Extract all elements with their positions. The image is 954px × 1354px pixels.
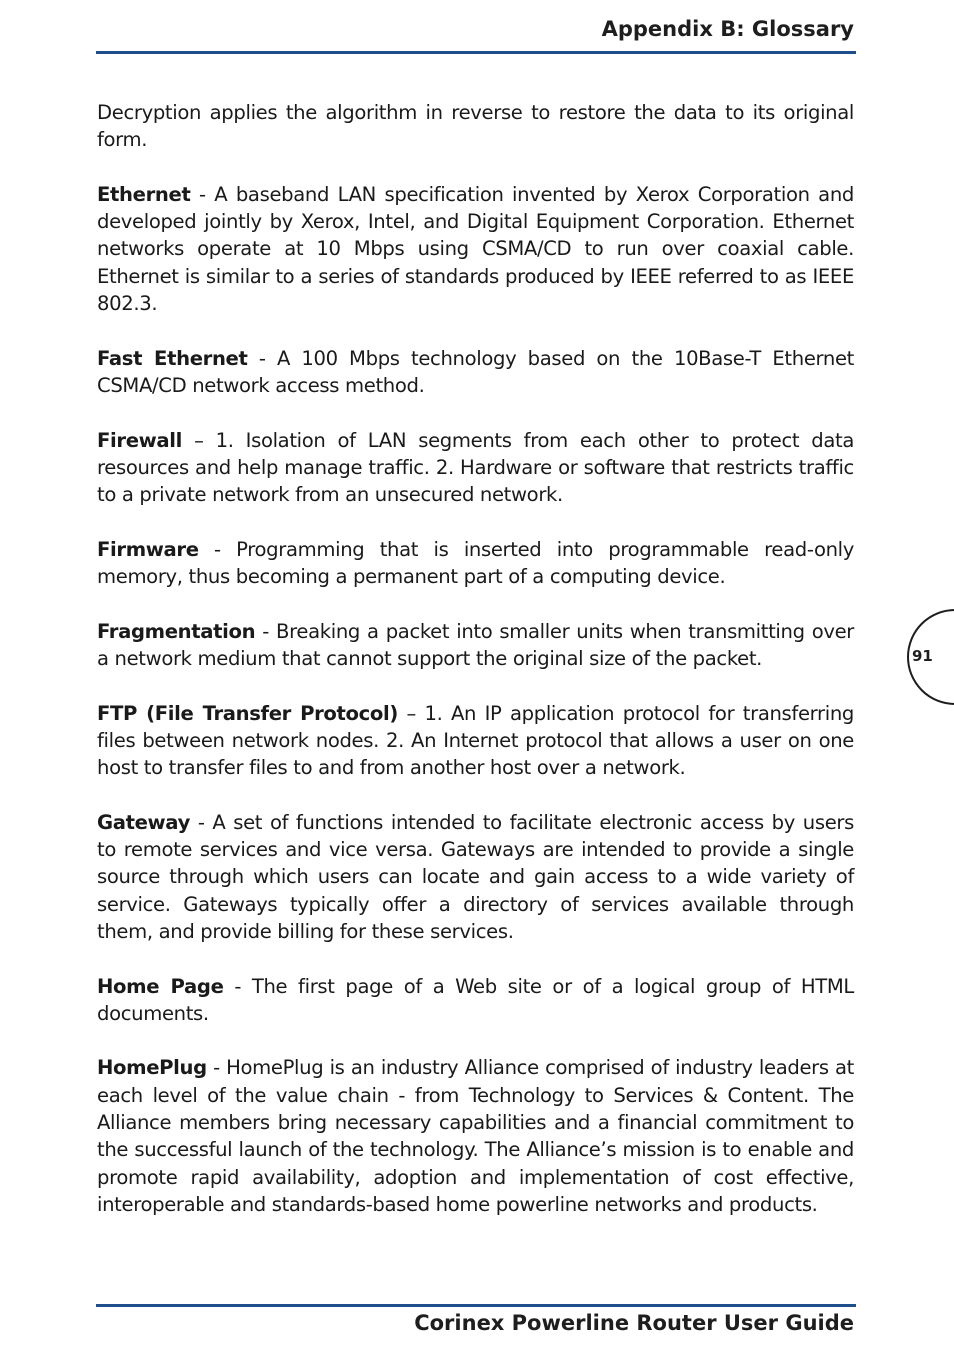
- glossary-term: FTP (File Transfer Protocol): [97, 701, 398, 725]
- glossary-entry: [97, 427, 854, 509]
- header-title: Appendix B: Glossary: [601, 17, 854, 41]
- glossary-entry: [97, 181, 854, 317]
- footer-rule: [96, 1304, 856, 1307]
- glossary-term: HomePlug: [97, 1056, 207, 1080]
- footer-title: Corinex Powerline Router User Guide: [414, 1311, 854, 1335]
- glossary-content: [97, 99, 854, 1245]
- glossary-term: Gateway: [97, 810, 191, 834]
- glossary-entry: [97, 618, 854, 673]
- glossary-definition: - The first page of a Web site or of a logical group of HTML documents.: [97, 974, 854, 1025]
- glossary-term: Fast Ethernet: [97, 346, 248, 370]
- glossary-entry: [97, 1054, 854, 1218]
- glossary-definition: – 1. Isolation of LAN segments from each other to protect data resources and help manage traffic. 2. Hardware or software that restricts traffic to a private network from an unsecured network.: [97, 428, 854, 507]
- glossary-entry: [97, 809, 854, 945]
- intro-paragraph: Decryption applies the algorithm in reverse to restore the data to its original form.: [97, 101, 854, 152]
- glossary-definition: - A baseband LAN specification invented by Xerox Corporation and developed jointly by Xerox, Intel, and Digital Equipment Corporation. Ethernet networks operate at 10 Mbps using CSMA/CD to run over coaxial cable. Ethernet is similar to a series of standards produced by IEEE referred to as IEEE 802.3.: [97, 182, 854, 316]
- page-number: 91: [912, 647, 933, 665]
- glossary-definition: - Programming that is inserted into programmable read-only memory, thus becoming a permanent part of a computing device.: [97, 537, 854, 589]
- glossary-term: Home Page: [97, 974, 224, 998]
- glossary-definition: - A set of functions intended to facilitate electronic access by users to remote services and vice versa. Gateways are intended to provide a single source through which users can locate and gain access to a wide variety of service. Gateways typically offer a directory of services available through them, and provide billing for these services.: [97, 810, 854, 943]
- glossary-entry: [97, 700, 854, 782]
- glossary-entry: [97, 973, 854, 1028]
- header-rule: [96, 51, 856, 54]
- glossary-term: Fragmentation: [97, 619, 256, 643]
- glossary-definition: - HomePlug is an industry Alliance comprised of industry leaders at each level of the value chain - from Technology to Services & Content. The Alliance members bring necessary capabilities and a financial commitment to the successful launch of the technology. The Alliance’s mission is to enable and promote rapid availability, adoption and implementation of cost effective, interoperable and standards-based home powerline networks and products.: [97, 1056, 854, 1216]
- glossary-term: Firewall: [97, 428, 183, 452]
- glossary-term: Ethernet: [97, 182, 191, 206]
- glossary-definition: - Breaking a packet into smaller units when transmitting over a network medium that cannot support the original size of the packet.: [97, 619, 854, 670]
- glossary-definition: – 1. An IP application protocol for transferring files between network nodes. 2. An Internet protocol that allows a user on one host to transfer files to and from another host over a network.: [97, 701, 854, 780]
- glossary-definition: - A 100 Mbps technology based on the 10Base-T Ethernet CSMA/CD network access method.: [97, 346, 855, 397]
- glossary-term: Firmware: [97, 537, 199, 561]
- glossary-entry: [97, 345, 854, 400]
- glossary-entry: [97, 536, 854, 591]
